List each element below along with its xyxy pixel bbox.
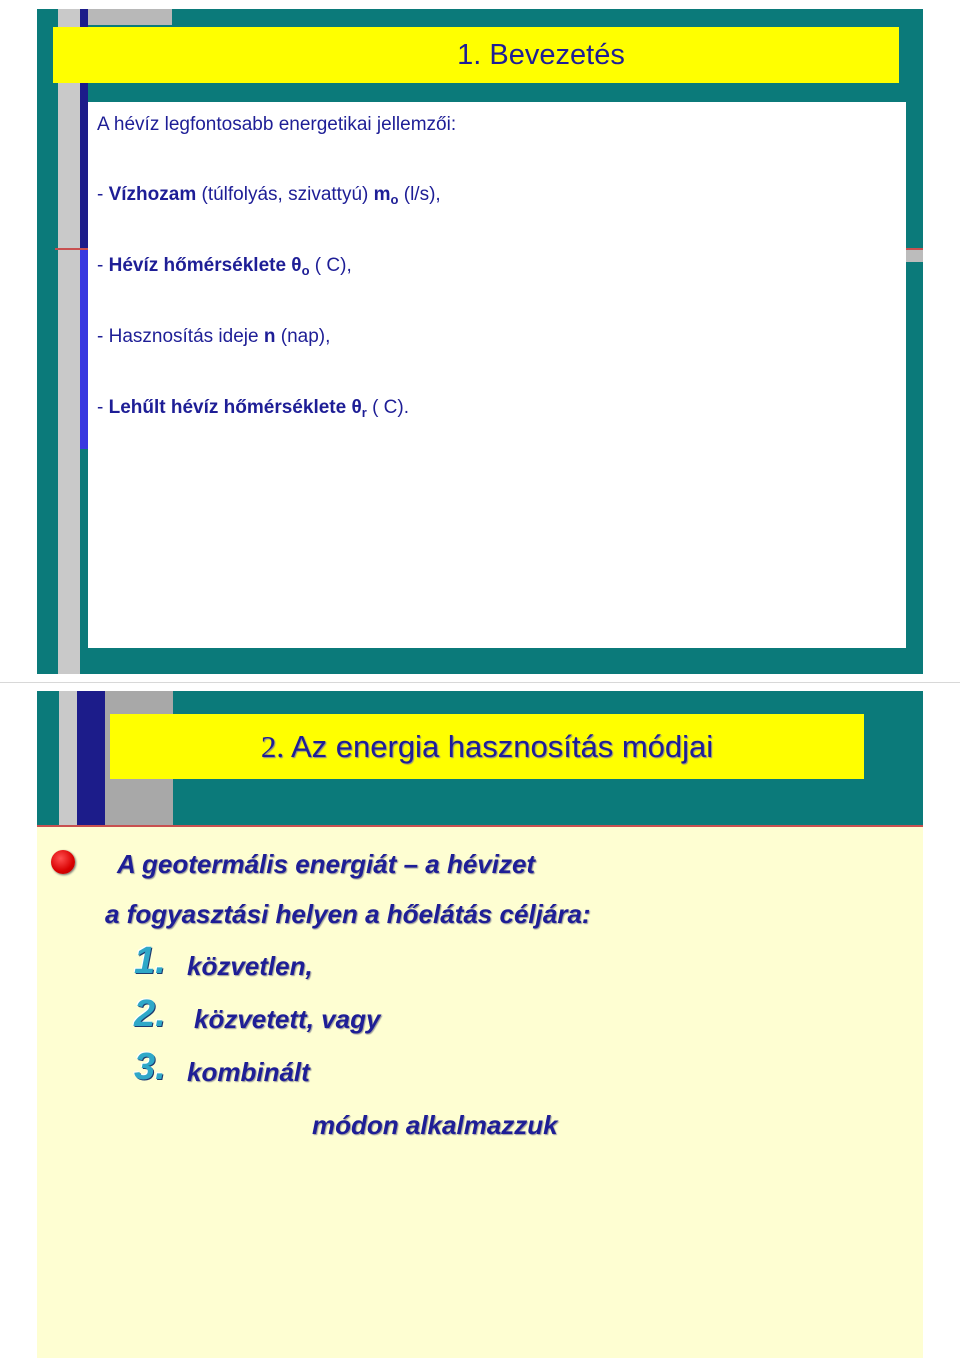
item-prefix: - bbox=[97, 184, 109, 205]
item-subscript: r bbox=[361, 405, 367, 420]
item-unit: ( C). bbox=[366, 397, 410, 418]
decor-bar-navy bbox=[77, 691, 105, 827]
list-number: 2. bbox=[134, 993, 166, 1035]
list-item-direct: közvetlen, bbox=[187, 951, 313, 981]
decor-bar-gray bbox=[58, 9, 80, 674]
list-item-combined: kombinált bbox=[187, 1057, 310, 1087]
item-prefix: - bbox=[97, 397, 109, 418]
intro-line-1: A geotermális energiát – a hévizet bbox=[117, 849, 536, 879]
item-unit: ( C), bbox=[309, 255, 352, 276]
item-prefix: - bbox=[97, 255, 109, 276]
list-number: 1. bbox=[134, 940, 166, 982]
list-item-temperature bbox=[97, 255, 352, 278]
decor-bar-gray bbox=[59, 691, 77, 827]
title-number: 2. bbox=[260, 729, 285, 764]
item-unit: (nap), bbox=[275, 326, 331, 347]
slide-separator bbox=[0, 682, 960, 683]
item-subscript: o bbox=[390, 192, 399, 207]
item-bold: Lehűlt hévíz hőmérséklete θ bbox=[108, 397, 362, 418]
list-item-cooled-temperature bbox=[97, 397, 409, 420]
decor-bar-light bbox=[88, 9, 172, 25]
item-bold: Vízhozam bbox=[108, 184, 197, 205]
list-item-flow bbox=[97, 184, 441, 207]
decor-bar-blue bbox=[80, 249, 88, 449]
intro-line-2: a fogyasztási helyen a hőelátás céljára: bbox=[105, 899, 591, 929]
list-item-indirect: közvetett, vagy bbox=[194, 1004, 381, 1034]
closing-line: módon alkalmazzuk bbox=[312, 1110, 558, 1140]
decor-red-line bbox=[37, 825, 923, 827]
item-bold: n bbox=[263, 326, 276, 347]
slide-1-content bbox=[88, 102, 906, 648]
list-number: 3. bbox=[134, 1046, 166, 1088]
item-unit: (l/s), bbox=[398, 184, 441, 205]
item-bold: Hévíz hőmérséklete θ bbox=[108, 255, 302, 276]
slide-2 bbox=[37, 691, 923, 1358]
title-text: Az energia hasznosítás módjai bbox=[284, 729, 714, 764]
slide-1-title: 1. Bevezetés bbox=[457, 39, 625, 71]
item-subscript: o bbox=[301, 263, 310, 278]
intro-text: A hévíz legfontosabb energetikai jellemzői: bbox=[97, 114, 457, 135]
item-symbol: m bbox=[373, 184, 391, 205]
slide-1 bbox=[37, 9, 923, 674]
slide-2-title bbox=[110, 714, 864, 779]
decor-gray-right bbox=[905, 250, 923, 262]
item-rest: (túlfolyás, szivattyú) bbox=[196, 184, 374, 205]
list-item-duration bbox=[97, 326, 330, 348]
item-prefix: - Hasznosítás ideje bbox=[97, 326, 264, 347]
bullet-dot-icon bbox=[51, 850, 75, 874]
